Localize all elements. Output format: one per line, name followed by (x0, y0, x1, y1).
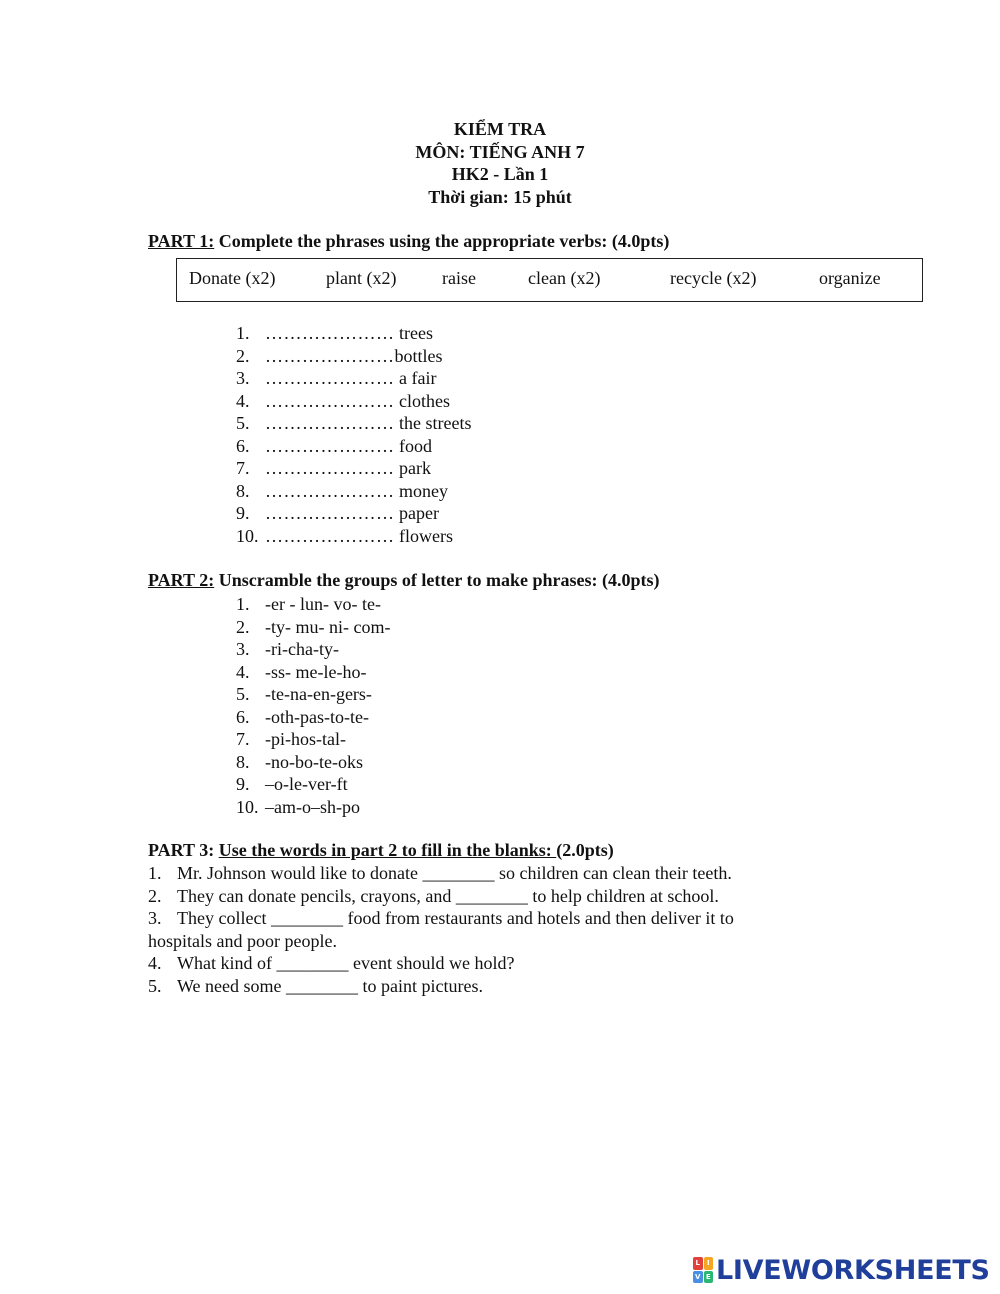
list-item (148, 952, 848, 975)
list-item (236, 322, 471, 345)
list-item (236, 367, 471, 390)
logo-mark-letter: V (693, 1271, 703, 1284)
scrambled-word: -ty- mu- ni- com- (265, 616, 391, 637)
list-item (148, 907, 848, 930)
word-bank-item: Donate (x2) (189, 268, 276, 288)
item-number: 10. (236, 525, 259, 546)
sentence-continuation: hospitals and poor people. (148, 930, 337, 951)
item-number: 5. (236, 684, 250, 704)
word-bank-item: raise (442, 268, 476, 288)
item-number: 4. (148, 953, 162, 973)
item-text: clothes (394, 390, 450, 411)
item-number: 6. (236, 435, 250, 456)
list-item (236, 457, 471, 480)
part1-heading (148, 231, 669, 252)
list-item (236, 435, 471, 458)
list-item (236, 661, 390, 684)
item-number: 1. (236, 594, 250, 614)
part1-instruction: Complete the phrases using the appropriate verbs: (4.0pts) (214, 231, 670, 251)
part3-points: (2.0pts) (556, 840, 614, 860)
part3-instruction: Use the words in part 2 to fill in the blanks: (218, 840, 557, 860)
sentence-text: They collect ________ food from restaurants and hotels and then deliver it to (177, 908, 734, 928)
header-time: Thời gian: 15 phút (428, 186, 572, 207)
item-number: 4. (236, 390, 250, 411)
blank-field[interactable]: ………………… (265, 368, 395, 388)
logo-mark-letter: I (704, 1257, 714, 1270)
item-number: 2. (236, 345, 250, 366)
item-number: 2. (148, 885, 162, 906)
blank-field[interactable]: ………………… (265, 345, 395, 366)
item-text: bottles (394, 345, 443, 366)
scrambled-word: -er - lun- vo- te- (265, 594, 381, 614)
item-text: money (394, 480, 448, 501)
scrambled-word: -pi-hos-tal- (265, 729, 346, 749)
part3-label: PART 3: (148, 840, 219, 860)
item-number: 7. (236, 458, 250, 478)
list-item (236, 616, 390, 639)
blank-field[interactable]: ………………… (265, 480, 395, 501)
item-text: the streets (394, 413, 472, 433)
list-item (236, 773, 390, 796)
item-number: 1. (236, 323, 250, 343)
liveworksheets-logo-icon (693, 1257, 713, 1283)
header-term: HK2 - Lần 1 (451, 164, 549, 184)
word-bank-item: organize (819, 268, 881, 288)
word-bank-item: recycle (x2) (670, 268, 757, 288)
list-item (236, 390, 471, 413)
item-number: 8. (236, 751, 250, 772)
scrambled-word: -no-bo-te-oks (265, 751, 363, 772)
item-number: 9. (236, 774, 250, 794)
list-item (148, 975, 848, 998)
part2-instruction: Unscramble the groups of letter to make phrases: (4.0pts) (214, 570, 660, 590)
item-number: 7. (236, 729, 250, 749)
header-subject: MÔN: TIẾNG ANH 7 (415, 141, 585, 162)
part3-heading (148, 840, 614, 861)
item-number: 5. (236, 413, 250, 433)
blank-field[interactable]: ………………… (265, 458, 395, 478)
item-number: 5. (148, 975, 162, 996)
scrambled-word: -ss- me-le-ho- (265, 661, 367, 682)
item-text: trees (394, 323, 433, 343)
item-number: 1. (148, 863, 162, 883)
scrambled-word: –am-o–sh-po (265, 796, 360, 817)
word-bank-item: plant (x2) (326, 268, 397, 288)
item-number: 6. (236, 706, 250, 727)
word-bank (176, 258, 923, 302)
blank-field[interactable]: ………………… (265, 503, 395, 523)
header-title: KIỂM TRA (453, 119, 547, 139)
scrambled-word: -te-na-en-gers- (265, 684, 372, 704)
list-item (236, 593, 390, 616)
blank-field[interactable]: ………………… (265, 525, 395, 546)
item-number: 9. (236, 503, 250, 523)
sentence-text: Mr. Johnson would like to donate ________ so children can clean their teeth. (177, 863, 732, 883)
item-text: flowers (394, 525, 453, 546)
list-item (236, 412, 471, 435)
item-number: 3. (236, 368, 250, 388)
scrambled-word: -ri-cha-ty- (265, 639, 339, 659)
blank-field[interactable]: ………………… (265, 435, 395, 456)
sentence-text: We need some ________ to paint pictures. (177, 975, 483, 996)
item-text: a fair (394, 368, 437, 388)
list-item (236, 638, 390, 661)
list-item (236, 480, 471, 503)
part1-list (236, 322, 471, 547)
list-item (236, 728, 390, 751)
list-item (236, 796, 390, 819)
logo-text: LIVEWORKSHEETS (716, 1254, 990, 1286)
part2-list (236, 593, 390, 818)
logo-mark-letter: E (704, 1271, 714, 1284)
item-text: paper (394, 503, 439, 523)
blank-field[interactable]: ………………… (265, 323, 395, 343)
item-number: 4. (236, 661, 250, 682)
item-number: 3. (148, 908, 162, 928)
item-number: 2. (236, 616, 250, 637)
blank-field[interactable]: ………………… (265, 413, 395, 433)
list-item (148, 862, 848, 885)
worksheet-header (0, 118, 1000, 208)
list-item (236, 345, 471, 368)
logo-mark-letter: L (693, 1257, 703, 1270)
scrambled-word: -oth-pas-to-te- (265, 706, 369, 727)
item-text: park (394, 458, 431, 478)
item-number: 3. (236, 639, 250, 659)
item-number: 8. (236, 480, 250, 501)
list-item (236, 525, 471, 548)
part2-heading (148, 570, 660, 591)
list-item (236, 502, 471, 525)
part3-list (148, 862, 848, 997)
list-item (236, 751, 390, 774)
scrambled-word: –o-le-ver-ft (265, 774, 348, 794)
sentence-text: What kind of ________ event should we hold? (177, 953, 515, 973)
item-text: food (394, 435, 432, 456)
part2-label: PART 2: (148, 570, 215, 590)
liveworksheets-logo (693, 1255, 990, 1285)
list-item (236, 683, 390, 706)
list-item (236, 706, 390, 729)
sentence-text: They can donate pencils, crayons, and ________ to help children at school. (177, 885, 719, 906)
word-bank-item: clean (x2) (528, 268, 601, 288)
list-item (148, 885, 848, 908)
part1-label: PART 1: (148, 231, 215, 251)
blank-field[interactable]: ………………… (265, 390, 395, 411)
item-number: 10. (236, 796, 259, 817)
